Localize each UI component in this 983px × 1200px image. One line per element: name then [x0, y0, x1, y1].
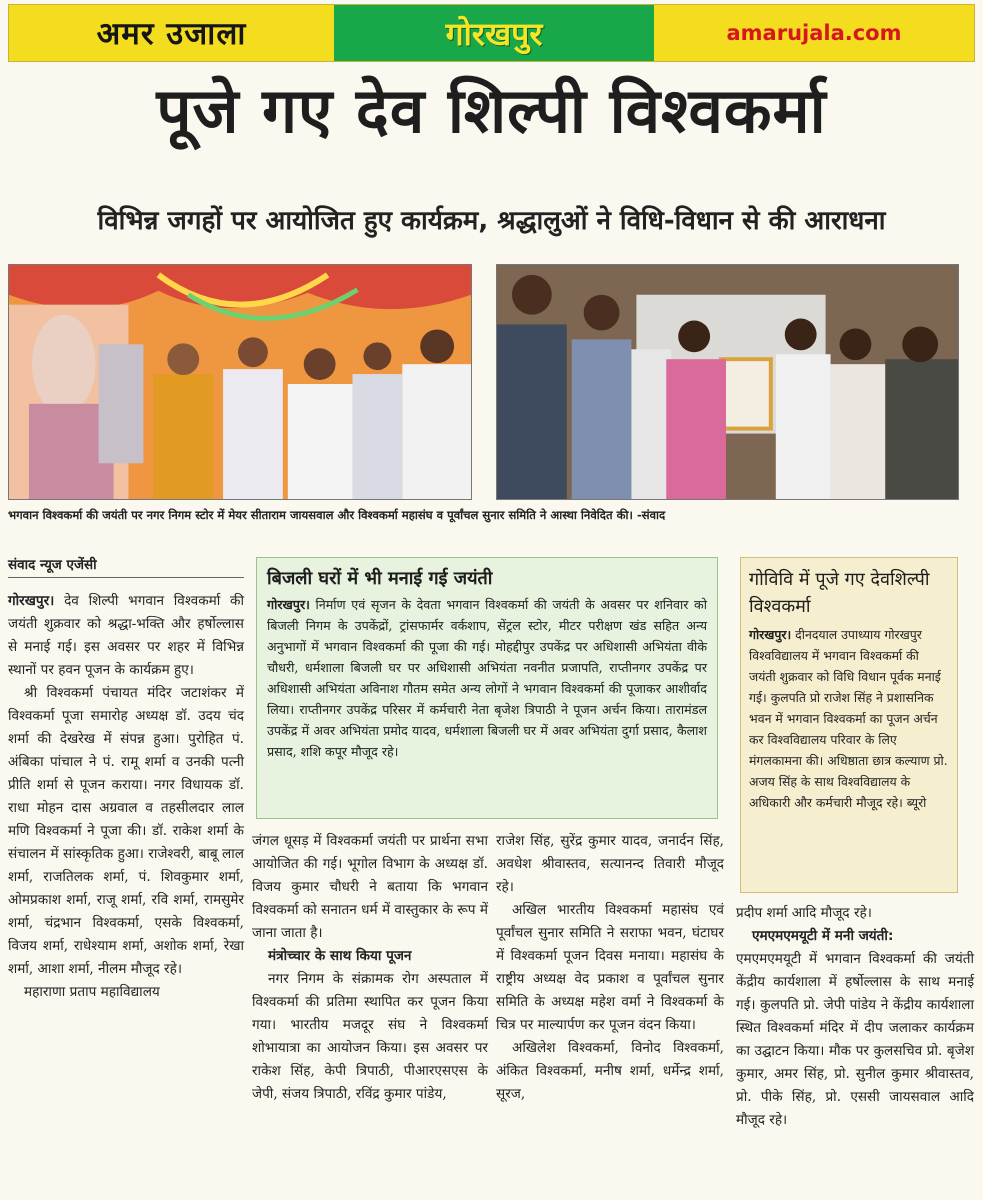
masthead-site-area: [654, 5, 974, 61]
electricity-story-box: [256, 557, 718, 819]
column-2-paragraph-1: जंगल धूसड़ में विश्वकर्मा जयंती पर प्रार्थना सभा आयोजित की गई। भूगोल विभाग के अध्यक्ष डॉ. विजय कुमार चौधरी ने बताया कि भगवान विश्वकर्मा को सनातन धर्म में वास्तुकार के रूप में जाना जाता है।: [252, 833, 488, 941]
university-story-box: [740, 557, 958, 893]
column-4-subhead: एमएमएमयूटी में मनी जयंती:: [752, 928, 894, 944]
electricity-story-paragraph: [267, 594, 707, 762]
university-story-text: दीनदयाल उपाध्याय गोरखपुर विश्वविद्यालय में भगवान विश्वकर्मा की जयंती शुक्रवार को विधि विधान पूर्वक मनाई गई। कुलपति प्रो राजेश सिंह ने प्रशासनिक भवन में भगवान विश्वकर्मा का पूजन अर्चन कर विश्वविद्यालय परिवार के लिए मंगलकामना की। अधिष्ठाता छात्र कल्याण प्रो. अजय सिंह के साथ विश्वविद्यालय के अधिकारी और कर्मचारी मौजूद रहे। ब्यूरो: [749, 627, 948, 810]
main-story-paragraph-2: श्री विश्वकर्मा पंचायत मंदिर जटाशंकर में विश्वकर्मा पूजा समारोह अध्यक्ष डॉ. उदय चंद शर्मा की देखरेख में संपन्न हुआ। पुरोहित पं. अंबिका पांचाल ने पं. रामू शर्मा व उनकी पत्नी प्रीति शर्मा से पूजन कराया। नगर विधायक डॉ. राधा मोहन दास अग्रवाल व तहसीलदार लाल मणि विश्वकर्मा ने पूजा की। डॉ. राकेश शर्मा के संचालन में सांस्कृतिक हुआ। राजेश्वरी, बाबू लाल शर्मा, राजतिलक शर्मा, पं. शिवकुमार शर्मा, ओमप्रकाश शर्मा, राजू शर्मा, रवि शर्मा, रामसुमेर शर्मा, चंद्रभान विश्वकर्मा, एसके विश्वकर्मा, विजय शर्मा, राधेश्याम शर्मा, अशोक शर्मा, रेखा शर्मा, आशा शर्मा, नीलम मौजूद रहे।: [8, 685, 244, 977]
column-3-paragraph-1: राजेश सिंह, सुरेंद्र कुमार यादव, जनार्दन सिंह, अवधेश श्रीवास्तव, सत्यानन्द तिवारी मौजूद रहे।: [496, 833, 724, 895]
column-4-paragraph-1: प्रदीप शर्मा आदि मौजूद रहे।: [736, 905, 872, 921]
electricity-story-title: बिजली घरों में भी मनाई गई जयंती: [267, 568, 493, 589]
main-story-paragraph-1: [8, 590, 244, 682]
headline: पूजे गए देव शिल्पी विश्वकर्मा: [156, 74, 827, 147]
university-dateline: गोरखपुर।: [749, 627, 792, 642]
column-3-paragraph-2: अखिल भारतीय विश्वकर्मा महासंघ एवं पूर्वांचल सुनार समिति ने सराफा भवन, घंटाघर में विश्वकर्मा पूजन दिवस मनाया। महासंघ के राष्ट्रीय अध्यक्ष वेद प्रकाश व पूर्वांचल सुनार समिति के अध्यक्ष महेश वर्मा ने विश्वकर्मा के चित्र पर माल्यार्पण कर पूजन वंदन किया।: [496, 902, 724, 1033]
column-2-paragraph-2: नगर निगम के संक्रामक रोग अस्पताल में विश्वकर्मा की प्रतिमा स्थापित कर पूजन किया गया। भारतीय मजदूर संघ ने विश्वकर्मा शोभायात्रा का आयोजन किया। इस अवसर पर राकेश सिंह, केपी त्रिपाठी, पीआरएसएस के जेपी, संजय त्रिपाठी, रविंद्र कुमार पांडेय,: [252, 971, 488, 1102]
column-2-subhead: मंत्रोच्चार के साथ किया पूजन: [268, 948, 412, 964]
main-story-column-2: [252, 830, 488, 1106]
electricity-story-text: निर्माण एवं सृजन के देवता भगवान विश्वकर्मा की जयंती के अवसर पर शनिवार को बिजली निगम के उपकेंद्रों, ट्रांसफार्मर वर्कशाप, सेंट्रल स्टोर, मीटर परीक्षण खंड सहित अन्य अनुभागों में भगवान विश्वकर्मा की पूजा की गई। मोहद्दीपुर उपकेंद्र पर अधिशासी अभियंता वीके चौधरी, धर्मशाला बिजली घर पर अधिशासी अभियंता नवनीत प्रजापति, राप्तीनगर उपकेंद्र पर अधिशासी अभियंता अविनाश गौतम समेत अन्य लोगों ने भगवान विश्वकर्मा की पूजाकर आशीर्वाद लिया। राप्तीनगर उपकेंद्र परिसर में कर्मचारी नेता बृजेश त्रिपाठी ने पूजन अर्चन किया। तारामंडल उपकेंद्र में अवर अभियंता प्रमोद यादव, धर्मशाला बिजली घर में अवर अभियंता दुर्गा प्रसाद, कैलाश प्रसाद, शशि कपूर मौजूद रहे।: [267, 597, 707, 759]
photo-group-gathering: [496, 264, 959, 500]
university-story-paragraph: [749, 624, 949, 813]
site-url: amarujala.com: [726, 21, 902, 45]
main-story-text-1: देव शिल्पी भगवान विश्वकर्मा की जयंती शुक्रवार को श्रद्धा-भक्ति और हर्षोल्लास से मनाई गई। इस अवसर पर शहर में विभिन्न स्थानों पर हवन पूजन के कार्यक्रम हुए।: [8, 593, 244, 678]
electricity-dateline: गोरखपुर।: [267, 597, 310, 612]
university-story-title: गोविवि में पूजे गए देवशिल्पी विश्वकर्मा: [749, 569, 930, 617]
main-story-column-4: [736, 902, 974, 1132]
city-name: गोरखपुर: [445, 14, 543, 53]
main-story-paragraph-3: महाराणा प्रताप महाविद्यालय: [24, 984, 160, 1000]
photo-puja-ceremony: [8, 264, 472, 500]
main-story-column-1: [8, 590, 244, 1004]
masthead-logo-area: [9, 5, 334, 61]
newspaper-logo: अमर उजाला: [96, 16, 247, 52]
masthead-city-area: [334, 5, 654, 61]
masthead: [8, 4, 975, 62]
main-story-column-3: [496, 830, 724, 1106]
column-4-paragraph-2: एमएमएमयूटी में भगवान विश्वकर्मा की जयंती केंद्रीय कार्यशाला में हर्षोल्लास के साथ मनाई गई। कुलपति प्रो. जेपी पांडेय ने केंद्रीय कार्यशाला स्थित विश्वकर्मा मंदिर में दीप जलाकर कार्यक्रम का उद्घाटन किया। मौक पर कुलसचिव प्रो. बृजेश कुमार, अमर सिंह, प्रो. सुनील कुमार श्रीवास्तव, प्रो. पीके सिंह, प्रो. एससी जायसवाल आदि मौजूद रहे।: [736, 951, 974, 1128]
subheadline: विभिन्न जगहों पर आयोजित हुए कार्यक्रम, श्रद्धालुओं ने विधि-विधान से की आराधना: [97, 206, 886, 236]
column-3-paragraph-3: अखिलेश विश्वकर्मा, विनोद विश्वकर्मा, अंकित विश्वकर्मा, मनीष शर्मा, धर्मेन्द्र शर्मा, सूरज,: [496, 1040, 724, 1102]
byline: संवाद न्यूज एजेंसी: [8, 555, 244, 578]
photo-caption: भगवान विश्वकर्मा की जयंती पर नगर निगम स्टोर में मेयर सीताराम जायसवाल और विश्वकर्मा महासंघ व पूर्वांचल सुनार समिति ने आस्था निवेदित की। -संवाद: [8, 508, 666, 522]
main-dateline: गोरखपुर।: [8, 593, 55, 609]
